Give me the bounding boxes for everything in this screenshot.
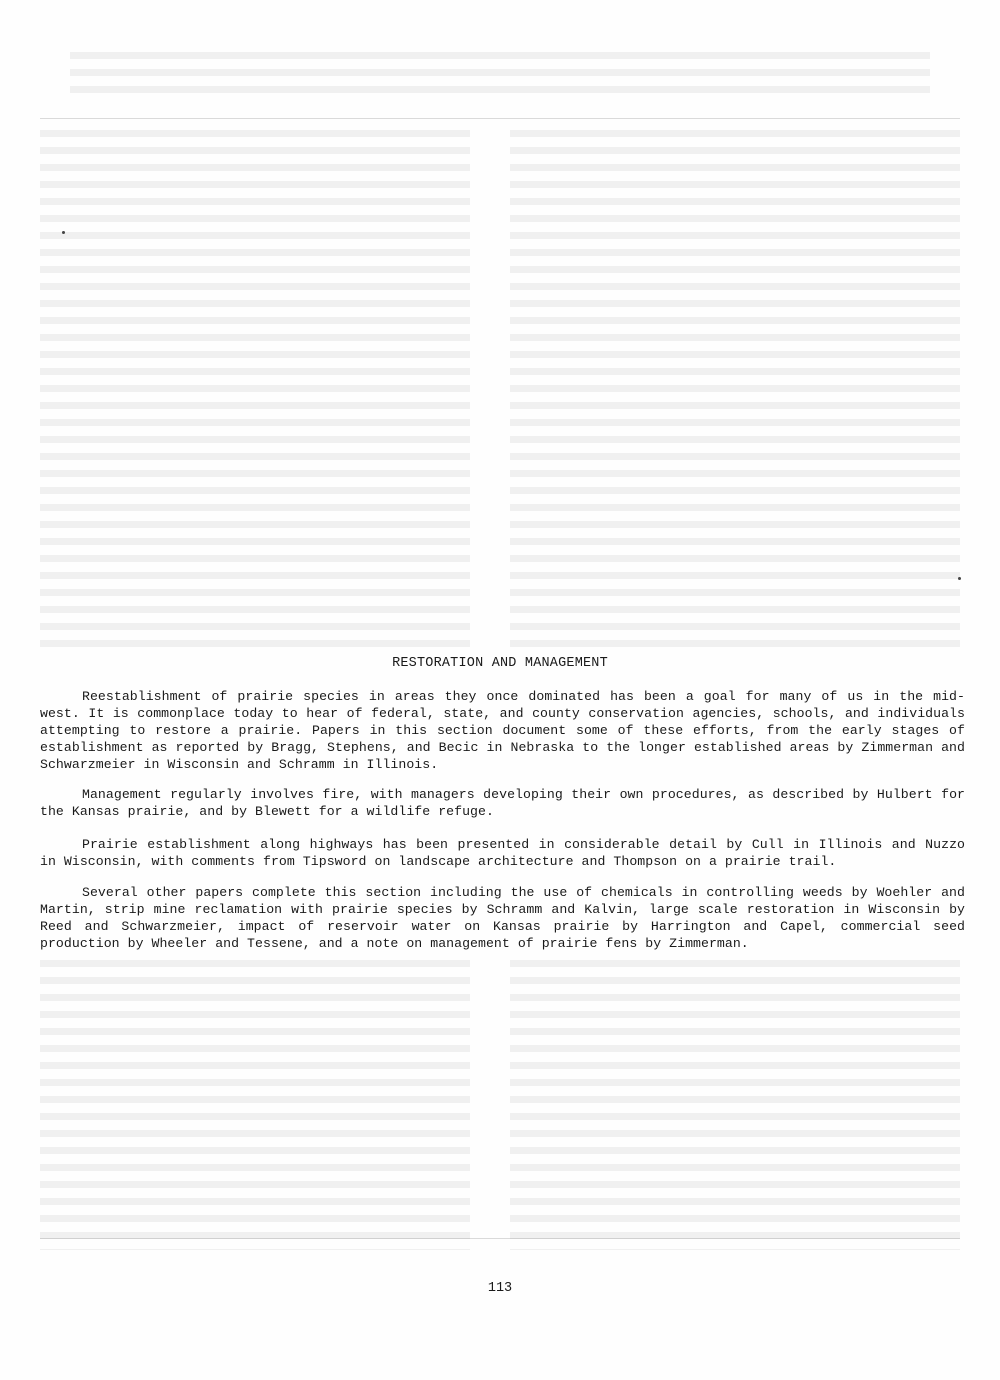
- page-number: 113: [487, 1281, 513, 1296]
- section-title: RESTORATION AND MANAGEMENT: [392, 656, 608, 671]
- paragraph-intro: Reestablishment of prairie species in areas they once dominated has been a goal for many of us in the mid-west. It is commonplace today to hear of federal, state, and county conservation agencies, schools, and individuals attempting to restore a prairie. Papers in this section document some of these efforts, from the early stages of establishment as reported by Bragg, Stephens, and Becic in Nebraska to the longer established areas by Zimmerman and Schwarzmeier in Wisconsin and Schramm in Illinois.: [40, 689, 965, 772]
- paragraph-fire-management: Management regularly involves fire, with managers developing their own procedures, as described by Hulbert for the Kansas prairie, and by Blewett for a wildlife refuge.: [40, 787, 965, 819]
- paragraph-other-papers: Several other papers complete this section including the use of chemicals in controlling weeds by Woehler and Martin, strip mine reclamation with prairie species by Schramm and Kalvin, large scale restoration in Wisconsin by Reed and Schwarzmeier, impact of reservoir water on Kansas prairie by Harrington and Capel, commercial seed production by Wheeler and Tessene, and a note on management of prairie fens by Zimmerman.: [40, 885, 965, 951]
- ink-speck: [62, 231, 65, 234]
- paragraph-highways: Prairie establishment along highways has been presented in considerable detail by Cull in Illinois and Nuzzo in Wisconsin, with comments from Tipsword on landscape architecture and Thompson on a prairie trail.: [40, 837, 965, 869]
- ink-speck: [958, 577, 961, 580]
